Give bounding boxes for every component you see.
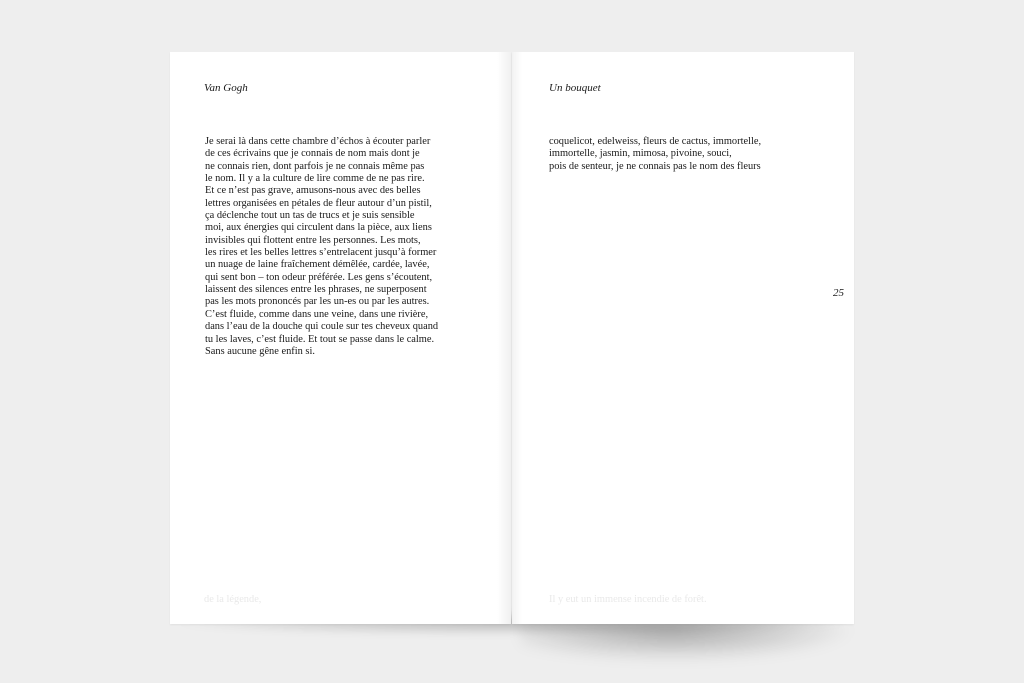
- book-spread: [170, 52, 854, 624]
- text-line: coquelicot, edelweiss, fleurs de cactus, immortelle,: [549, 136, 762, 147]
- left-body-text: [205, 136, 505, 358]
- page-number: 25: [833, 287, 844, 299]
- text-line: invisibles qui flottent entre les personnes. Les mots,: [205, 234, 421, 246]
- text-line: laissent des silences entre les phrases, ne superposent: [205, 284, 427, 296]
- right-gutter-shade: [512, 52, 522, 624]
- right-page: [512, 52, 854, 624]
- text-line: tu les laves, c’est fluide. Et tout se passe dans le calme.: [205, 333, 435, 345]
- text-line: ça déclenche tout un tas de trucs et je suis sensible: [205, 210, 415, 222]
- right-running-head: Un bouquet: [549, 82, 601, 94]
- text-line: un nuage de laine fraîchement démêlée, cardée, lavée,: [205, 259, 430, 271]
- text-line: C’est fluide, comme dans une veine, dans une rivière,: [205, 308, 429, 320]
- text-line: Sans aucune gêne enfin si.: [205, 345, 315, 357]
- text-line: pois de senteur, je ne connais pas le nom des fleurs: [549, 160, 761, 172]
- text-line: les rires et les belles lettres s’entrelacent jusqu’à former: [205, 247, 437, 259]
- right-body-text: [549, 136, 849, 173]
- right-show-through-text: Il y eut un immense incendie de forêt.: [549, 594, 707, 605]
- text-line: lettres organisées en pétales de fleur autour d’un pistil,: [205, 197, 432, 209]
- text-line: ne connais rien, dont parfois je ne connais même pas: [205, 160, 425, 172]
- text-line: moi, aux énergies qui circulent dans la pièce, aux liens: [205, 222, 432, 234]
- text-line: Je serai là dans cette chambre d’échos à écouter parler: [205, 136, 431, 147]
- left-page: [170, 52, 511, 624]
- text-line: de ces écrivains que je connais de nom mais dont je: [205, 148, 420, 160]
- left-show-through-text: de la légende,: [204, 594, 262, 605]
- text-line: pas les mots prononcés par les un-es ou par les autres.: [205, 296, 430, 308]
- text-line: immortelle, jasmin, mimosa, pivoine, souci,: [549, 148, 732, 160]
- left-running-head: Van Gogh: [204, 82, 248, 94]
- text-line: qui sent bon – ton odeur préférée. Les gens s’écoutent,: [205, 271, 433, 283]
- text-line: Et ce n’est pas grave, amusons-nous avec des belles: [205, 185, 421, 197]
- text-line: dans l’eau de la douche qui coule sur tes cheveux quand: [205, 321, 439, 333]
- book-shadow-right: [520, 618, 856, 662]
- text-line: le nom. Il y a la culture de lire comme de ne pas rire.: [205, 173, 425, 185]
